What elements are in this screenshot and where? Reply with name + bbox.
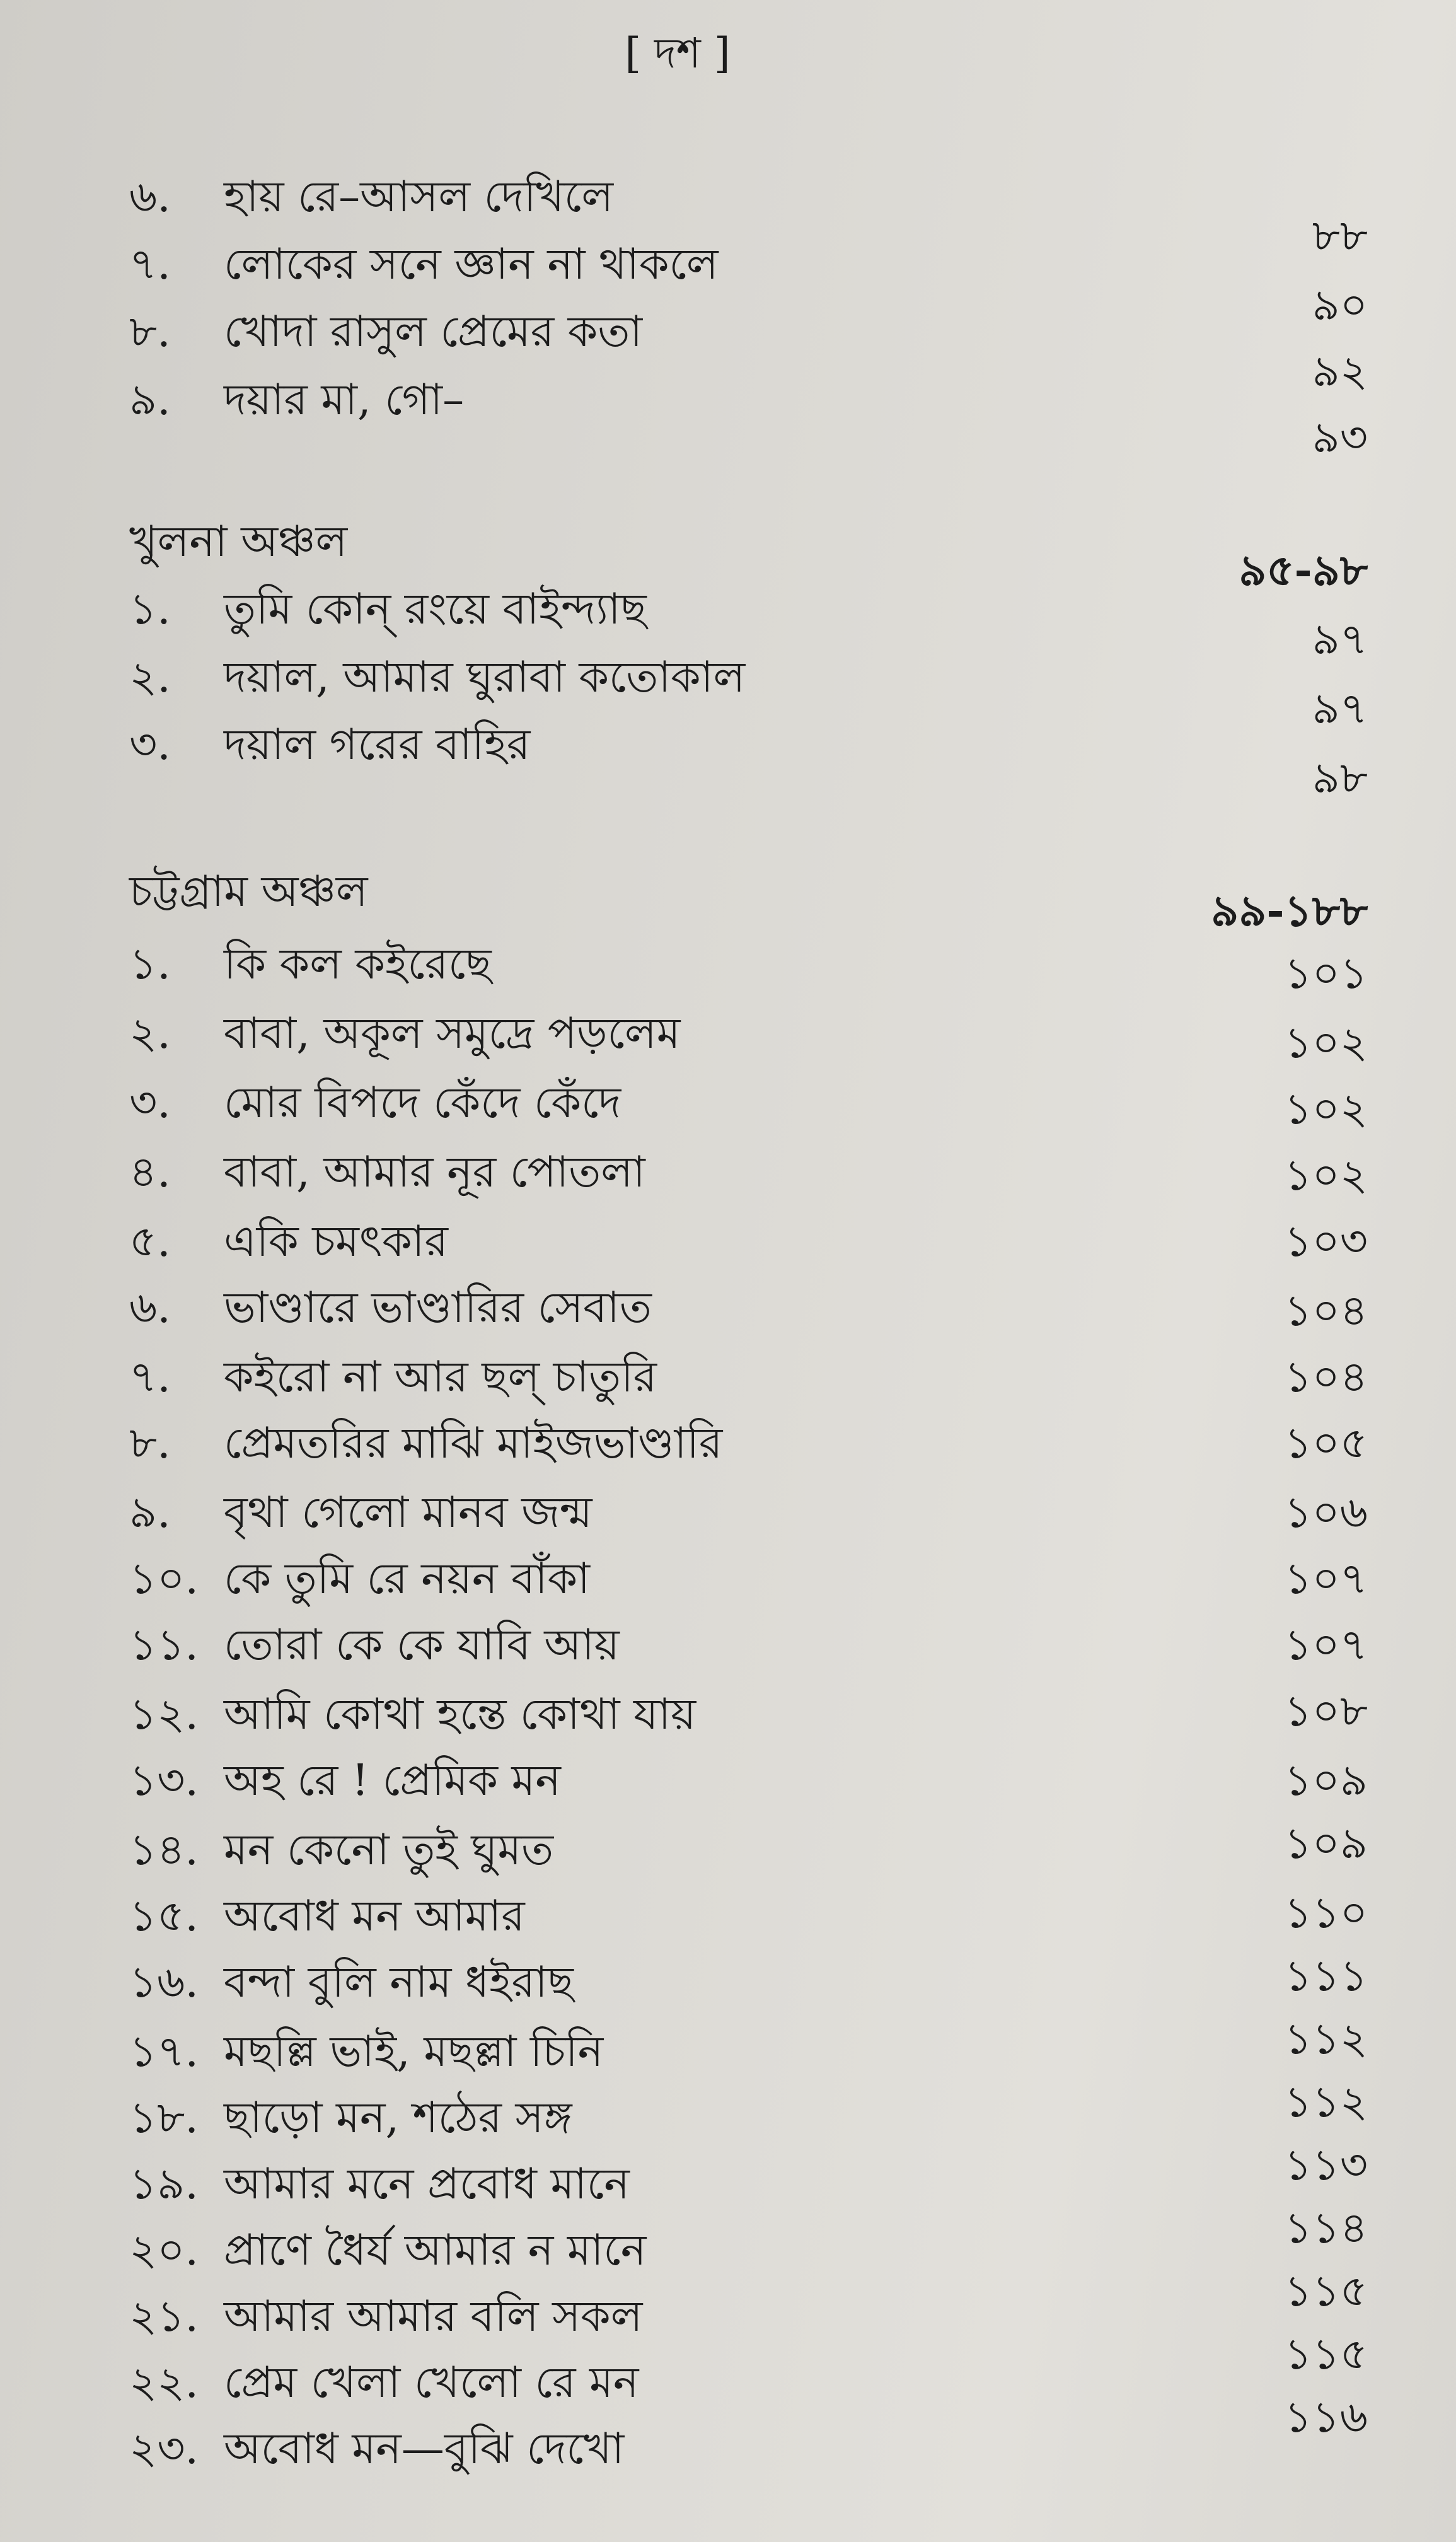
entry-page-number: ৯৮ [1312, 753, 1368, 803]
toc-entry [129, 2024, 603, 2081]
entry-title: মোর বিপদে কেঁদে কেঁদে [224, 1078, 621, 1128]
section-title: চট্টগ্রাম অঞ্চল [129, 867, 368, 917]
entry-title: দয়াল গরের বাহির [224, 720, 531, 770]
entry-page-number: ১১৫ [1284, 2266, 1368, 2316]
entry-number: ৭. [129, 240, 171, 289]
entry-number: ২২. [129, 2358, 199, 2408]
toc-entry [129, 2289, 642, 2345]
toc-entry [129, 1075, 621, 1132]
entry-title: বন্দা বুলি নাম ধইরাছ [224, 1958, 574, 2007]
entry-title: একি চমৎকার [224, 1217, 448, 1267]
entry-page-number: ১০৪ [1284, 1286, 1368, 1336]
entry-number: ১৮. [129, 2093, 199, 2143]
entry-title: দয়াল, আমার ঘুরাবা কতোকাল [224, 653, 746, 702]
toc-entry [129, 1551, 590, 1608]
entry-title: বৃথা গেলো মানব জন্ম [224, 1488, 592, 1538]
entry-page-number: ৯০ [1312, 281, 1368, 330]
toc-entry [129, 1214, 448, 1270]
entry-title: আমার মনে প্রবোধ মানে [224, 2159, 630, 2209]
toc-entry [129, 2355, 639, 2411]
entry-number: ৩. [129, 1078, 171, 1128]
toc-entry [129, 1280, 652, 1337]
toc-entry [129, 169, 613, 226]
entry-number: ৯. [129, 375, 171, 425]
toc-entry [129, 717, 530, 774]
toc-entry [129, 2090, 572, 2147]
entry-number: ৯. [129, 1488, 171, 1538]
header-title: দশ [654, 29, 701, 78]
entry-page-number: ১১১ [1284, 1951, 1368, 2001]
entry-number: ১. [129, 584, 171, 634]
entry-number: ৬. [129, 172, 171, 222]
entry-page-number: ১০২ [1284, 1151, 1368, 1200]
section-title: খুলনা অঞ্চল [129, 517, 348, 567]
toc-entry [129, 1888, 525, 1945]
entry-number: ১১. [129, 1620, 199, 1670]
entry-page-number: ১০৫ [1284, 1419, 1368, 1468]
entry-title: ছাড়ো মন, শঠের সঙ্গ [224, 2093, 572, 2143]
entry-title: মছল্লি ভাই, মছল্লা চিনি [224, 2027, 604, 2077]
entry-page-number: ১১৬ [1284, 2393, 1368, 2442]
entry-number: ৫. [129, 1217, 171, 1267]
entry-page-number: ১১২ [1284, 2014, 1368, 2064]
entry-number: ১৫. [129, 1891, 199, 1941]
toc-entry [129, 1954, 574, 2011]
toc-entry [129, 1686, 696, 1743]
entry-page-number: ৯২ [1312, 347, 1368, 397]
entry-title: প্রেম খেলা খেলো রে মন [224, 2358, 639, 2408]
entry-number: ১০. [129, 1554, 199, 1604]
entry-page-number: ১০২ [1284, 1084, 1368, 1134]
entry-number: ১২. [129, 1690, 199, 1739]
entry-title: কে তুমি রে নয়ন বাঁকা [224, 1554, 590, 1604]
entry-number: ১৭. [129, 2027, 199, 2077]
entry-page-number: ১১০ [1284, 1888, 1368, 1938]
entry-title: তোরা কে কে যাবি আয় [224, 1620, 620, 1670]
entry-title: হায় রে–আসল দেখিলে [224, 172, 614, 222]
toc-entry [129, 936, 492, 993]
toc-entry [129, 1485, 592, 1541]
entry-title: অহ রে ! প্রেমিক মন [224, 1756, 561, 1806]
entry-title: মন কেনো তুই ঘুমত [224, 1825, 554, 1875]
entry-title: খোদা রাসুল প্রেমের কতা [224, 307, 643, 357]
toc-entry [129, 304, 642, 361]
toc-entry [129, 1415, 722, 1472]
entry-page-number: ১১৪ [1284, 2203, 1368, 2253]
entry-title: কইরো না আর ছল্ চাতুরি [224, 1352, 657, 1402]
entry-number: ৮. [129, 1419, 171, 1468]
entry-page-number: ১০৭ [1284, 1620, 1368, 1670]
toc-entry [129, 236, 719, 293]
section-page-range: ৯৯-১৮৮ [1211, 886, 1368, 936]
entry-title: আমার আমার বলি সকল [224, 2292, 643, 2342]
entry-number: ২০. [129, 2226, 199, 2275]
entry-page-number: ৯৭ [1312, 684, 1368, 734]
entry-title: অবোধ মন আমার [224, 1891, 525, 1941]
entry-page-number: ১১২ [1284, 2077, 1368, 2127]
entry-title: ভাণ্ডারে ভাণ্ডারির সেবাত [224, 1283, 652, 1333]
entry-number: ১৯. [129, 2159, 199, 2209]
toc-entry [129, 1144, 645, 1201]
entry-number: ৩. [129, 720, 171, 770]
entry-number: ৪. [129, 1147, 171, 1197]
entry-number: ১. [129, 939, 171, 989]
entry-title: দয়ার মা, গো– [224, 375, 465, 425]
toc-entry [129, 1006, 680, 1062]
entry-page-number: ১১৫ [1284, 2330, 1368, 2379]
entry-number: ২. [129, 653, 171, 702]
entry-page-number: ৯৩ [1312, 413, 1368, 463]
toc-entry [129, 649, 745, 706]
entry-title: আমি কোথা হন্তে কোথা যায় [224, 1690, 696, 1739]
toc-entry [129, 581, 647, 638]
entry-number: ৬. [129, 1283, 171, 1333]
header-bracket-close: ] [714, 29, 731, 78]
entry-page-number: ১০২ [1284, 1018, 1368, 1068]
entry-title: অবোধ মন—বুঝি দেখো [224, 2424, 625, 2474]
entry-number: ১৩. [129, 1756, 199, 1806]
entry-title: বাবা, আমার নূর পোতলা [224, 1147, 645, 1197]
entry-page-number: ১০১ [1284, 949, 1368, 999]
toc-entry [129, 1349, 657, 1406]
entry-page-number: ১০৩ [1284, 1217, 1368, 1267]
entry-page-number: ১০৯ [1284, 1819, 1368, 1869]
entry-page-number: ১০৮ [1284, 1686, 1368, 1736]
entry-number: ২. [129, 1009, 171, 1059]
section-page-range: ৯৫-৯৮ [1239, 545, 1368, 596]
entry-page-number: ১০৪ [1284, 1352, 1368, 1402]
toc-entry [129, 2421, 624, 2478]
entry-number: ২৩. [129, 2424, 199, 2474]
entry-title: প্রেমতরির মাঝি মাইজভাণ্ডারি [224, 1419, 723, 1468]
entry-page-number: ৮৮ [1312, 211, 1368, 261]
entry-page-number: ১০৯ [1284, 1756, 1368, 1806]
entry-number: ২১. [129, 2292, 199, 2342]
entry-number: ৮. [129, 307, 171, 357]
entry-title: লোকের সনে জ্ঞান না থাকলে [224, 240, 719, 289]
entry-title: কি কল কইরেছে [224, 939, 492, 989]
toc-entry [129, 372, 464, 429]
toc-entry [129, 1822, 553, 1879]
toc-entry [129, 2156, 630, 2213]
toc-entry [129, 2222, 646, 2279]
toc-entry [129, 1617, 620, 1674]
toc-entry [129, 1753, 561, 1809]
entry-title: প্রাণে ধৈর্য আমার ন মানে [224, 2226, 647, 2275]
header-bracket-open: [ [625, 29, 642, 78]
entry-page-number: ১০৭ [1284, 1554, 1368, 1604]
entry-number: ১৪. [129, 1825, 199, 1875]
entry-page-number: ১০৬ [1284, 1488, 1368, 1538]
entry-number: ১৬. [129, 1958, 199, 2007]
entry-page-number: ১১৩ [1284, 2140, 1368, 2190]
entry-title: বাবা, অকূল সমুদ্রে পড়লেম [224, 1009, 681, 1059]
entry-title: তুমি কোন্ রংয়ে বাইন্দ্যাছ [224, 584, 647, 634]
entry-number: ৭. [129, 1352, 171, 1402]
entry-page-number: ৯৭ [1312, 615, 1368, 665]
